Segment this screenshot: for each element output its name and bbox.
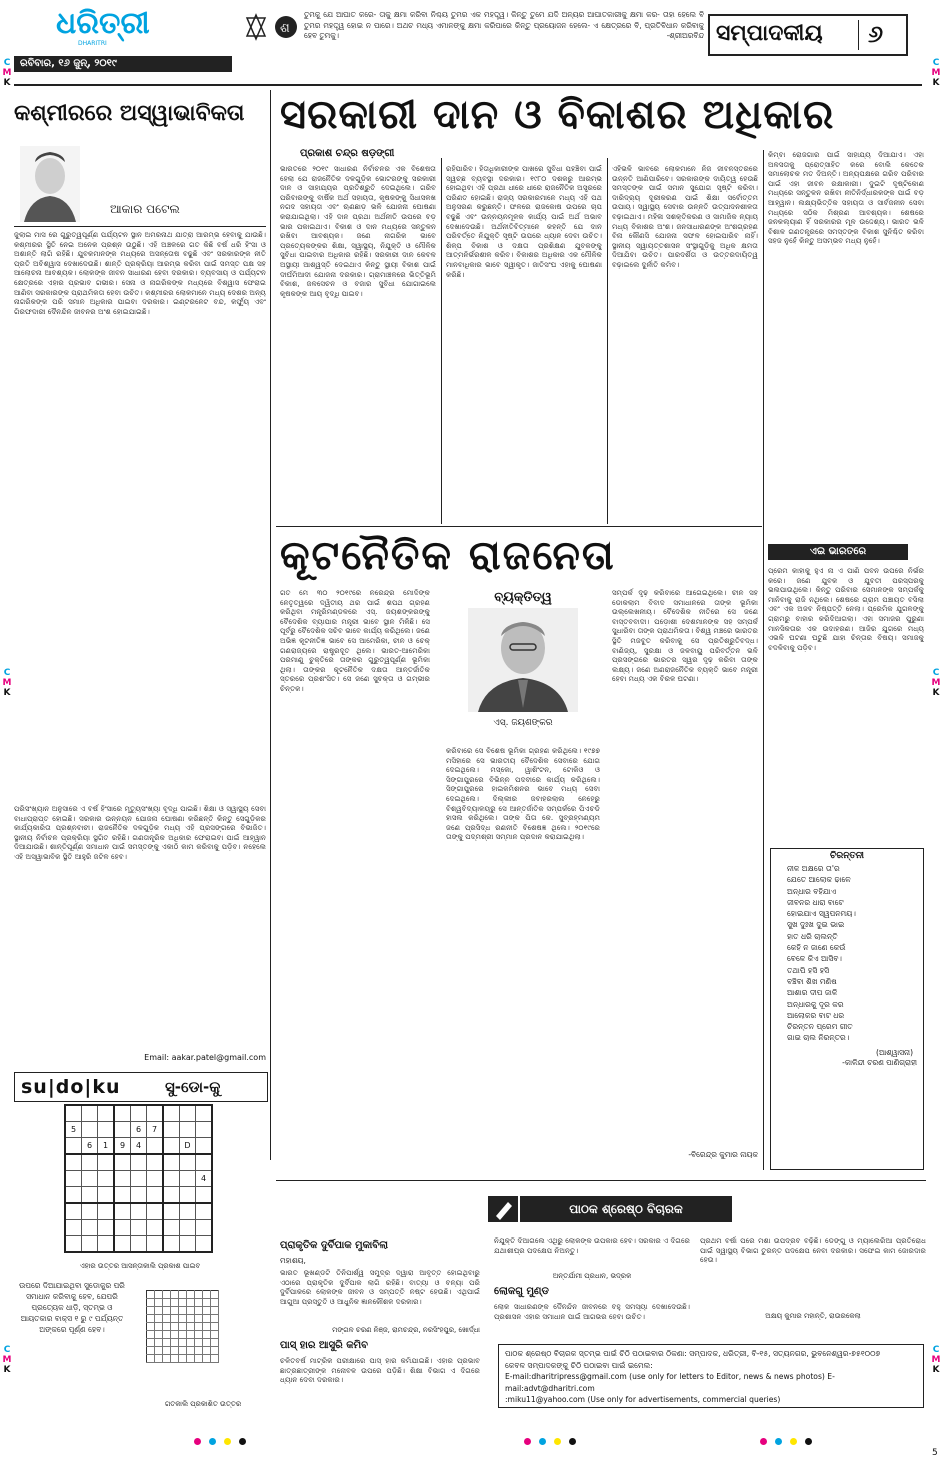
previous-sudoku-cell [147,1291,155,1299]
previous-sudoku-cell [187,1331,195,1339]
registration-mark-right-top: C M K [931,58,941,88]
letter-4-body: ଲୋକ ସାଧାରଣଙ୍କ ଦୈନନ୍ଦିନ ଜୀବନରେ ବହୁ ସମସ୍ୟା ଦେଖାଦେଉଛି। ପ୍ରଶାସନ ଏହାର ସମାଧାନ ପାଇଁ ଆଗଭର ହେବା ଉଚିତ। [494,1302,690,1321]
pen-icon [488,1196,518,1222]
sudoku-cell [65,1187,82,1204]
sudoku-cell [114,1220,131,1236]
sudoku-cell: 6 [131,1122,147,1138]
sudoku-cell [163,1154,180,1171]
masthead-emblems [244,12,300,42]
main-col-rule-2 [607,158,608,524]
previous-sudoku-cell [211,1315,219,1323]
previous-sudoku-cell [171,1347,179,1355]
previous-sudoku-cell [203,1299,211,1307]
sudoku-cell [82,1236,98,1253]
sudoku-rules: ଉପରେ ଦିଆଯାଇଥିବା ସୁଡୋକୁର ପରି ସମାଧାନ କରିବାକୁ ହେବ, ଯେପରି ପ୍ରତ୍ୟେକ ଧାଡ଼ି, ସ୍ତମ୍ଭ ଓ ଆୟତକାର ବାକ୍ସ ୧ ରୁ ୯ ପର୍ଯ୍ୟନ୍ତ ଅଙ୍କରେ ପୂର୍ଣ୍ଣ ହେବ। [19,1281,125,1334]
registration-mark-right-mid: C M K [931,668,941,698]
previous-sudoku-cell [179,1315,187,1323]
sudoku-cell [98,1171,115,1187]
sudoku-cell [114,1187,131,1204]
letter-3-author: ଅନ୍ତର୍ଯାମୀ ପ୍ରଧାନ, ଭଦ୍ରକ [552,1272,632,1280]
poem-line: ବେଳେ କିଏ ଆସିବ। [787,954,842,964]
previous-sudoku-cell [187,1339,195,1347]
previous-sudoku-cell [171,1307,179,1315]
sudoku-cell [98,1236,115,1253]
issue-date: ରବିବାର, ୧୬ ଜୁନ୍, ୨୦୧୯ [14,56,232,72]
quote-author: -ଶ୍ରୀଅରବିନ୍ଦ [666,31,704,40]
vyakti-box [448,588,598,738]
sudoku-cell [131,1105,147,1122]
previous-sudoku-cell [179,1299,187,1307]
sudoku-cell [98,1220,115,1236]
previous-sudoku-cell [163,1347,171,1355]
sudoku-cell [147,1154,164,1171]
sudoku-cell [180,1171,196,1187]
sudoku-cell [82,1187,98,1204]
sudoku-cell [196,1122,213,1138]
previous-sudoku-cell [179,1347,187,1355]
previous-sudoku-cell [147,1315,155,1323]
sudoku-cell [131,1187,147,1204]
poem-line: ଆଲୋକର ବାଟ ଧର [787,1010,845,1020]
sudoku-cell [180,1154,196,1171]
previous-sudoku-cell [155,1347,163,1355]
letter-1-body: ଭାରତ ଭୂଖଣ୍ଡଟି ତିନିପାର୍ଶ୍ୱ ସମୁଦ୍ର ଦ୍ୱାରା ଆବୃତ୍ତ ହୋଇଥିବାରୁ ଏଠାରେ ପ୍ରାକୃତିକ ଦୁର୍ବିପାକ ଲାଗି ରହିଛି। ବାତ୍ୟା ଓ ବନ୍ୟା ପରି ଦୁର୍ବିପାକରେ ଲୋକଙ୍କ ଜୀବନ ଓ ସମ୍ପତ୍ତି ନଷ୍ଟ ହେଉଛି। ଏଥିପାଇଁ ଆଗୁଆ ପ୍ରସ୍ତୁତି ଓ ଆଧୁନିକ ଜ୍ଞାନକୌଶଳ ଦରକାର। [280,1268,480,1306]
jaishankar-portrait-icon [448,608,598,712]
sudoku-cell [196,1236,213,1253]
sudoku-cell [196,1154,213,1171]
previous-sudoku-cell [187,1307,195,1315]
sudoku-cell [196,1220,213,1236]
sudoku-cell [196,1203,213,1220]
poem-title: ଚିରନ୍ତନୀ [829,851,864,861]
left-article-body-1: ଜୁଲାଇ ମାସ ରେ ଗୁରୁତ୍ୱପୂର୍ଣ୍ଣ ପର୍ଯ୍ୟଟନ ସ୍ଥାନ ଅମରନାଥ ଯାତ୍ରା ଆରମ୍ଭ ହେବାକୁ ଯାଉଛି। କଶ୍ମୀରର ସ୍ଥିତି ନେଇ ଅନେକ ପ୍ରଶ୍ନ ଉଠୁଛି। ଏହି ଅଞ୍ଚଳରେ ଗତ କିଛି ବର୍ଷ ଧରି ହିଂସା ଓ ଅଶାନ୍ତି ଲାଗି ରହିଛି। ଯୁବକମାନଙ୍କ ମଧ୍ୟରେ ଅସନ୍ତୋଷ ବଢୁଛି ଏବଂ ସରକାରଙ୍କ ନୀତି ପ୍ରତି ଅବିଶ୍ୱାସ ଦେଖାଦେଉଛି। ଶାନ୍ତି ପ୍ରକ୍ରିୟା ଆରମ୍ଭ କରିବା ପାଇଁ ସମସ୍ତ ପକ୍ଷ ସହ ଆଲୋଚନା ଆବଶ୍ୟକ। ଲୋକଙ୍କ ଜୀବନ ସାଧାରଣ ହେବା ଦରକାର। ବ୍ୟବସାୟ ଓ ପର୍ଯ୍ୟଟନ କ୍ଷେତ୍ରରେ ଏହାର ପ୍ରଭାବ ଗଭୀର। ସେନା ଓ ନାଗରିକଙ୍କ ମଧ୍ୟରେ ବିଶ୍ୱାସ ଫେରାଇ ଆଣିବା ସରକାରଙ୍କ ପ୍ରାଥମିକତା ହେବା ଉଚିତ। କଶ୍ମୀରର ଲୋକମାନେ ମଧ୍ୟ ଦେଶର ଅନ୍ୟ ନାଗରିକଙ୍କ ପରି ସମାନ ଅଧିକାର ପାଇବା ଦରକାର। ଇଣ୍ଟରନେଟ ବନ୍ଦ, କର୍ଫ୍ୟୁ ଏବଂ ଗିରଫଦାରୀ ଦୈନନ୍ଦିନ ଜୀବନର ଅଂଶ ହୋଇଯାଇଛି। [14,230,266,316]
previous-sudoku-cell [179,1291,187,1299]
main-col-rule-1 [441,158,442,524]
dharitri-logo: ଧରିତ୍ରୀ [56,6,150,41]
sudoku-cell [147,1138,164,1155]
second-article-col-3: ସମ୍ପର୍କ ଦୃଢ଼ କରିବାରେ ଆଗେଇଥିଲେ। ଚୀନ ସହ ଡୋକଲାମ ବିବାଦ ସମାଧାନରେ ତାଙ୍କ ଭୂମିକା ଉଲ୍ଲେଖନୀୟ। ବୈଦେଶିକ ନୀତିରେ ସେ ଜଣେ ବାସ୍ତବବାଦୀ। ପଡ଼ୋଶୀ ଦେଶମାନଙ୍କ ସହ ସମ୍ପର୍କ ସୁଧାରିବା ତାଙ୍କ ପ୍ରାଥମିକତା। ବିଶ୍ୱ ମଞ୍ଚରେ ଭାରତର ସ୍ଥିତି ମଜବୁତ କରିବାକୁ ସେ ପ୍ରତିଶ୍ରୁତିବଦ୍ଧ। ବାଣିଜ୍ୟ, ସୁରକ୍ଷା ଓ ଜଳବାୟୁ ପରିବର୍ତ୍ତନ ଭଳି ପ୍ରସଙ୍ଗରେ ଭାରତର ସ୍ୱର ଦୃଢ଼ କରିବା ତାଙ୍କ ଲକ୍ଷ୍ୟ। ଜଣେ ଅଣରାଜନୈତିକ ବ୍ୟକ୍ତି ଭାବେ ମନ୍ତ୍ରୀ ହେବା ମଧ୍ୟ ଏକ ବିରଳ ଘଟଣା। [612,588,758,684]
sudoku-cell [114,1203,131,1220]
sudoku-cell [82,1220,98,1236]
previous-sudoku-cell [187,1291,195,1299]
sudoku-cell: 1 [98,1138,115,1155]
registration-mark-left-bottom: C M K [2,1345,12,1375]
sudoku-cell [147,1203,164,1220]
sudoku-cell [180,1203,196,1220]
previous-sudoku-cell [163,1307,171,1315]
left-divider-1 [14,226,266,227]
poem-line: ବଞ୍ଚିବା ଶିଖ ମଣିଷ [787,976,837,986]
sudoku-title-en: su|do|ku [21,1076,121,1098]
previous-sudoku-cell [171,1331,179,1339]
letter-5-body: ପ୍ରଥମ ବର୍ଷା ପରେ ମଶା ଉପଦ୍ରବ ବଢ଼ିଛି। ଡେଙ୍ଗୁ ଓ ମ୍ୟାଲେରିଆ ପ୍ରତିରୋଧ ପାଇଁ ସ୍ୱାସ୍ଥ୍ୟ ବିଭାଗ ତୁରନ୍ତ ପଦକ୍ଷେପ ନେବା ଦରକାର। ସଫେଇ କାମ ଜୋରଦାର ହେଉ। [700,1236,926,1265]
sudoku-cell [196,1138,213,1155]
sudoku-cell [180,1220,196,1236]
previous-sudoku-cell [211,1347,219,1355]
sudoku-cell [180,1236,196,1253]
previous-sudoku-cell [163,1299,171,1307]
sudoku-cell [114,1171,131,1187]
previous-sudoku-cell [155,1315,163,1323]
previous-sudoku-cell [195,1291,203,1299]
poem-line: ହାତ ଧରି ଚାଲନ୍ତି [787,931,838,941]
main-headline-box [280,88,928,144]
star-emblem-icon [244,12,300,42]
previous-sudoku-cell [147,1339,155,1347]
previous-sudoku-cell [171,1323,179,1331]
sudoku-cell: 4 [196,1171,213,1187]
second-article-author: -ବିରେନ୍ଦ୍ର କୁମାର ନାୟକ [688,1150,758,1159]
main-article-col-1: ଭାରତରେ ୨୦୧୯ ସାଧାରଣ ନିର୍ବାଚନର ଏକ ବିଶେଷତା ହେଲା ଯେ ରାଜନୈତିକ ଦଳଗୁଡ଼ିକ ଭୋଟରଙ୍କୁ ସରକାରୀ ଦାନ ଓ ସାହାଯ୍ୟର ପ୍ରତିଶ୍ରୁତି ଦେଇଥିଲେ। ଗରିବ ପରିବାରଙ୍କୁ ବାର୍ଷିକ ଅର୍ଥ ସହାୟତା, କୃଷକଙ୍କୁ ସିଧାସଳଖ ନଗଦ ସହାୟତା ଏବଂ ଋଣଛାଡ଼ ଭଳି ଯୋଜନା ଘୋଷଣା କରାଯାଇଥିଲା। ଏହି ଦାନ ପ୍ରଥା ଅର୍ଥନୀତି ଉପରେ ବଡ଼ ଭାର ପକାଇଥାଏ। ବିକାଶ ଓ ଦାନ ମଧ୍ୟରେ ସନ୍ତୁଳନ ରଖିବା ଆବଶ୍ୟକ। ଜଣେ ନାଗରିକ ଭାବେ ପ୍ରତ୍ୟେକଙ୍କର ଶିକ୍ଷା, ସ୍ୱାସ୍ଥ୍ୟ, ନିଯୁକ୍ତି ଓ ମୌଳିକ ସୁବିଧା ପାଇବାର ଅଧିକାର ରହିଛି। ସରକାରୀ ଦାନ କେବଳ ଅସ୍ଥାୟୀ ଆଶ୍ୱସ୍ତି ଦେଇଥାଏ କିନ୍ତୁ ସ୍ଥାୟୀ ବିକାଶ ପାଇଁ ଦୀର୍ଘମିଆଦୀ ଯୋଜନା ଦରକାର। ଗ୍ରାମାଞ୍ଚଳରେ ଭିତ୍ତିଭୂମି ବିକାଶ, ଜଳସେଚନ ଓ ବଜାର ସୁବିଧା ଯୋଗାଇଲେ କୃଷକଙ୍କ ଆୟ ବୃଦ୍ଧି ପାଇବ। [280,164,436,298]
ei-bharatare-body: ପ୍ରେମ କାହାକୁ ହୁଏ ନା ଏ ପାଣି ପବନ ଉପରେ ନିର୍ଭର କରେ। ଜଣେ ଯୁବକ ଓ ଯୁବତୀ ପରସ୍ପରକୁ ଭଲପାଉଥିଲେ। କିନ୍ତୁ ପରିବାର ସେମାନଙ୍କ ସମ୍ପର୍କକୁ ମାନିବାକୁ ରାଜି ନଥିଲେ। ଶେଷରେ ଗ୍ରାମ ପଞ୍ଚାୟତ ବସିଲା ଏବଂ ଏକ ଅଜବ ନିଷ୍ପତ୍ତି ନେଲା। ପ୍ରେମିକ ଯୁଗଳଙ୍କୁ ଗ୍ରାମରୁ ବାହାର କରିଦିଆଗଲା। ଏହା ସମାଜର ପୁରୁଣା ମାନସିକତାର ଏକ ଉଦାହରଣ। ଆଜିର ଯୁଗରେ ମଧ୍ୟ ଏଭଳି ଘଟଣା ଘଟୁଛି ଯାହା ଚିନ୍ତାର ବିଷୟ। ସମାଜକୁ ବଦଳିବାକୁ ପଡ଼ିବ। [768,566,924,652]
previous-sudoku-cell [163,1355,171,1363]
poem-line: ଯେତେ ଆଲୋକ ଢାଳେ [787,875,851,885]
sudoku-cell [131,1236,147,1253]
masthead-rule [14,84,922,86]
sudoku-cell [114,1236,131,1253]
previous-sudoku-cell [179,1355,187,1363]
sudoku-grid [64,1104,213,1253]
registration-mark-right-bottom: C M K [931,1345,941,1375]
sudoku-cell [65,1220,82,1236]
columnist-portrait-icon [20,146,80,222]
sudoku-cell: D [180,1138,196,1155]
poem-line: ଚିରନ୍ତନ ପ୍ରେମ ଗୀତ [787,1022,853,1032]
previous-sudoku-box [146,1290,256,1400]
color-bar-right [756,1430,856,1440]
sudoku-cell [82,1171,98,1187]
previous-sudoku-cell [211,1355,219,1363]
poem-line: ସୁଖ ଦୁଃଖ ଦୁଇ ଭାଇ [787,920,845,930]
previous-sudoku-cell [179,1323,187,1331]
previous-sudoku-cell [203,1307,211,1315]
previous-sudoku-cell [195,1299,203,1307]
page-corner-number: 5 [932,1448,938,1458]
second-article-rule [276,526,762,527]
readers-title: ପାଠକ ଶ୍ରେଷ୍ଠ ବିଚାରକ [520,1196,732,1222]
sudoku-cell [180,1187,196,1204]
sudoku-cell [65,1171,82,1187]
previous-sudoku-cell [171,1315,179,1323]
sudoku-cell [163,1187,180,1204]
poem-lines [771,863,923,1044]
previous-sudoku-cell [211,1307,219,1315]
previous-sudoku-cell [155,1331,163,1339]
previous-sudoku-cell [187,1355,195,1363]
dharitri-logo-sub: DHARITRI [78,40,107,47]
poem-line: ଆଶାର ଦୀପ ଜାଳି [787,988,838,998]
readers-top-rule [276,1180,926,1181]
sudoku-cell [114,1122,131,1138]
sudoku-cell [82,1154,98,1171]
sudoku-cell: 6 [82,1138,98,1155]
columnist-email: Email: aakar.patel@gmail.com [144,1053,266,1062]
section-banner [708,14,908,56]
letter-4-title: ଲୋକଗୁ ମୁଣ୍ଡ [494,1286,549,1297]
quote-text: ତୁମକୁ ଯେ ଆଘାତ କରେ- ତାକୁ କ୍ଷମା କରିବା ନିଶ୍ଚୟ ତୁମର ଏକ ମହତ୍ତ୍ୱ। କିନ୍ତୁ ତୁମେ ଯଦି ଅନ୍ୟର ଆଘାତକାରୀକୁ କ୍ଷମା କର- ତାହା ହେଲେ ବି ତୁମର ମହତ୍ତ୍ୱ ହୋଇ ନ ପାରେ। ଅଥଚ ମଧ୍ୟ ଏମାନଙ୍କୁ କ୍ଷମା କରିପାରେ କିନ୍ତୁ ପ୍ରୟୋଜନ ହେଲେ- ଏ କ୍ଷେତ୍ରରେ ବି, ପ୍ରତିବିଧାନ କରିବାକୁ ହେବ ତୁମକୁ। [304,10,704,40]
second-article-col-1: ଗତ ମେ ୩୦ ୨୦୧୯ରେ ନରେନ୍ଦ୍ର ମୋଦିଙ୍କ ନେତୃତ୍ୱରେ ଦ୍ୱିତୀୟ ଥର ପାଇଁ ଶପଥ ଗ୍ରହଣ କରିଥିବା ମନ୍ତ୍ରିମଣ୍ଡଳରେ ଏସ୍. ଜୟଶଙ୍କରଙ୍କୁ ବୈଦେଶିକ ବ୍ୟାପାର ମନ୍ତ୍ରୀ ଭାବେ ସ୍ଥାନ ମିଳିଛି। ସେ ପୂର୍ବରୁ ବୈଦେଶିକ ସଚିବ ଭାବେ କାର୍ଯ୍ୟ କରିଥିଲେ। ଜଣେ ଅଭିଜ୍ଞ କୂଟନୀତିଜ୍ଞ ଭାବେ ସେ ଆମେରିକା, ଚୀନ ଓ ଚେକ୍ ଗଣରାଜ୍ୟରେ ରାଷ୍ଟ୍ରଦୂତ ଥିଲେ। ଭାରତ-ଆମେରିକା ପରମାଣୁ ଚୁକ୍ତିରେ ତାଙ୍କର ଗୁରୁତ୍ୱପୂର୍ଣ୍ଣ ଭୂମିକା ଥିଲା। ତାଙ୍କର କୂଟନୈତିକ ଦକ୍ଷତା ଆନ୍ତର୍ଜାତିକ ସ୍ତରରେ ପ୍ରଶଂସିତ। ସେ ଜଣେ ସୁବକ୍ତା ଓ ଗମ୍ଭୀର ଚିନ୍ତକ। [280,588,430,693]
sudoku-cell [180,1105,196,1122]
columnist-byline: ଆକାର ପଟେଲ [110,202,180,216]
svg-text:ଶ: ଶ [280,21,290,36]
letter-1-title: ପ୍ରାକୃତିକ ଦୁର୍ବିପାକ ମୁକାବିଲା [280,1240,389,1251]
sudoku-cell [131,1171,147,1187]
previous-sudoku-cell [155,1299,163,1307]
sudoku-cell [98,1105,115,1122]
contact-address: ପାଠକ ଶ୍ରେଷ୍ଠ ବିଚାରକ ସ୍ତମ୍ଭ ପାଇଁ ଚିଠି ପଠାଇବାର ଠିକଣା: ସମ୍ପାଦକ, ଧରିତ୍ରୀ, ବି-୧୫, ସତ୍ୟନଗର, ଭୁବନେଶ୍ୱର-୭୫୧୦୦୭ [505,1349,881,1358]
previous-sudoku-caption: ଗତକାଲି ପ୍ରକାଶିତ ଉତ୍ତର [164,1400,242,1408]
sudoku-cell [163,1171,180,1187]
sudoku-cell [98,1122,115,1138]
previous-sudoku-cell [179,1339,187,1347]
left-headline-box [14,90,264,142]
previous-sudoku-cell [179,1331,187,1339]
previous-sudoku-cell [211,1331,219,1339]
sudoku-cell [196,1187,213,1204]
sudoku-caption: ଏହାର ଉତ୍ତର ଆସନ୍ତାକାଲି ପ୍ରକାଶ ପାଇବ [79,1262,201,1270]
previous-sudoku-cell [203,1315,211,1323]
sudoku-cell [163,1236,180,1253]
sudoku-cell: 7 [147,1122,164,1138]
poem-line: ନୀଳ ଅକ୍ଷରେ ତା'ର [787,864,840,873]
previous-sudoku-cell [187,1323,195,1331]
sudoku-cell [65,1105,82,1122]
left-column-rule [270,90,271,1160]
sudoku-cell [131,1154,147,1171]
previous-sudoku-cell [187,1347,195,1355]
sudoku-cell [82,1105,98,1122]
masthead-left [14,8,232,78]
sudoku-cell [98,1203,115,1220]
previous-sudoku-cell [155,1307,163,1315]
previous-sudoku-grid [146,1290,219,1363]
sudoku-title-or: ସୁ-ଡୋ-କୁ [165,1078,221,1096]
sudoku-cell [196,1105,213,1122]
sudoku-cell [163,1220,180,1236]
previous-sudoku-cell [195,1355,203,1363]
previous-sudoku-cell [147,1347,155,1355]
portrait-caption: ଏସ୍. ଜୟଶଙ୍କର [493,718,553,728]
previous-sudoku-cell [211,1339,219,1347]
previous-sudoku-cell [163,1323,171,1331]
previous-sudoku-cell [195,1323,203,1331]
poem-line: ହୋଇଯାଏ ସ୍ୱପନମୟ। [787,909,856,919]
main-article-col-4: କିମ୍ବା ରୋଜଗାର ପାଇଁ ସାହାଯ୍ୟ ଦିଆଯାଏ। ଏହା ଅଳସତାକୁ ପ୍ରୋତ୍ସାହିତ କରେ ବୋଲି କେତେକ ସମାଲୋଚକ ମତ ଦିଅନ୍ତି। ଅନ୍ୟପକ୍ଷରେ ଗରିବ ପରିବାର ପାଇଁ ଏହା ଜୀବନ ରକ୍ଷାକାରୀ। ଦୁଇଟି ଦୃଷ୍ଟିକୋଣ ମଧ୍ୟରେ ସନ୍ତୁଳନ ରଖିବା ନୀତିନିର୍ଦ୍ଧାରକଙ୍କ ପାଇଁ ବଡ଼ ଆହ୍ୱାନ। ଲକ୍ଷ୍ୟଭିତ୍ତିକ ସହାୟତା ଓ ସାର୍ବଜନୀନ ସେବା ମଧ୍ୟରେ ସଠିକ ମିଶ୍ରଣ ଆବଶ୍ୟକ। ଶେଷରେ ଜନକଲ୍ୟାଣ ହିଁ ସରକାରର ମୂଳ ଉଦ୍ଦେଶ୍ୟ। ଭାରତ ଭଳି ବିଶାଳ ଗଣତନ୍ତ୍ରରେ ସମସ୍ତଙ୍କ ବିକାଶ ସୁନିଶ୍ଚିତ କରିବା ସହଜ ନୁହେଁ କିନ୍ତୁ ଅସମ୍ଭବ ମଧ୍ୟ ନୁହେଁ। [768,150,924,246]
sudoku-cell [147,1105,164,1122]
color-bar-left [190,1430,290,1440]
poem-author-2: -କାଳିନ୍ଦୀ ଚରଣ ପାଣିଗ୍ରାହୀ [842,1057,917,1067]
columnist-photo [20,146,80,222]
section-divider [858,20,859,50]
previous-sudoku-cell [171,1291,179,1299]
previous-sudoku-cell [163,1331,171,1339]
letter-2-body: ଚଳିତବର୍ଷ ମାଟ୍ରିକ ପରୀକ୍ଷାରେ ପାସ୍ ହାର କମିଯାଇଛି। ଏହାର ପ୍ରଭାବ ଛାତ୍ରଛାତ୍ରୀଙ୍କ ମନୋବଳ ଉପରେ ପଡ଼ିଛି। ଶିକ୍ଷା ବିଭାଗ ଏ ଦିଗରେ ଧ୍ୟାନ ଦେବା ଦରକାର। [280,1356,480,1385]
main-headline: ସରକାରୀ ଦାନ ଓ ବିକାଶର ଅଧିକାର [280,92,835,138]
main-article-col-3: ଏହିଭଳି ଭାବରେ ଲୋକମାନେ ନିଜ ଜୀବନସ୍ତରରେ ଉନ୍ନତି ଆଣିପାରିବେ। ସରକାରଙ୍କ ଦାୟିତ୍ୱ ହେଉଛି ସମସ୍ତଙ୍କ ପାଇଁ ସମାନ ସୁଯୋଗ ସୃଷ୍ଟି କରିବା। ଦାରିଦ୍ର୍ୟ ଦୂରୀକରଣ ପାଇଁ ଶିକ୍ଷା ସର୍ବୋତ୍ତମ ଉପାୟ। ସ୍ୱାସ୍ଥ୍ୟ ସେବାର ଉନ୍ନତି ଉତ୍ପାଦନଶୀଳତା ବଢ଼ାଇଥାଏ। ମହିଳା ସଶକ୍ତିକରଣ ଓ ସାମାଜିକ ନ୍ୟାୟ ମଧ୍ୟ ବିକାଶର ଅଂଶ। ଜନସାଧାରଣଙ୍କ ଅଂଶଗ୍ରହଣ ବିନା କୌଣସି ଯୋଜନା ସଫଳ ହୋଇପାରିବ ନାହିଁ। ସ୍ଥାନୀୟ ସ୍ୱାୟତ୍ତଶାସନ ସଂସ୍ଥାଗୁଡ଼ିକୁ ଅଧିକ କ୍ଷମତା ଦିଆଯିବା ଉଚିତ। ପାରଦର୍ଶିତା ଓ ଉତ୍ତରଦାୟିତ୍ୱ ବଢ଼ାଇଲେ ଦୁର୍ନୀତି କମିବ। [612,164,758,269]
previous-sudoku-cell [155,1355,163,1363]
poem-line: ତଥାପି ହସି ହସି [787,965,830,975]
sudoku-cell [147,1236,164,1253]
previous-sudoku-cell [155,1339,163,1347]
sudoku-cell [163,1105,180,1122]
sudoku-cell [114,1105,131,1122]
letter-5-author: ଅକ୍ଷୟ କୁମାର ମହାନ୍ତି, ରାଉରକେଲା [765,1312,861,1320]
previous-sudoku-cell [147,1331,155,1339]
sudoku-cell [65,1138,82,1155]
left-headline: କଶ୍ମୀରରେ ଅସ୍ୱାଭାବିକତା [14,101,245,126]
sudoku-cell: 9 [114,1138,131,1155]
sudoku-cell [82,1122,98,1138]
previous-sudoku-cell [163,1291,171,1299]
poem-line: ଗାଇ ଚାଲ ନିରନ୍ତର। [787,1033,850,1043]
main-byline: ପ୍ରକାଶ ଚନ୍ଦ୍ର ଷଡ଼ଙ୍ଗୀ [300,148,395,159]
previous-sudoku-cell [147,1355,155,1363]
contact-advert-email[interactable]: :miku11@yahoo.com (Use only for advertisements, commercial queries) [505,1395,781,1404]
contact-emails[interactable]: E-mail:dharitripress@gmail.com (use only for letters to Editor, news & news photos) E-mail:advt@dharitri.com [505,1372,835,1393]
previous-sudoku-cell [147,1299,155,1307]
poem-line: କେହି ନ ଜାଣେ କେଉଁ [787,943,846,953]
previous-sudoku-cell [211,1323,219,1331]
color-bar-mid [520,1430,620,1440]
previous-sudoku-cell [195,1331,203,1339]
masthead-quote [304,10,704,54]
letter-3-body: ନିଯୁକ୍ତି ଦିଆଗଲେ ଏଥିରୁ ଲୋକଙ୍କ ଉପକାର ହେବ। ସରକାର ଏ ଦିଗରେ ଯଥାଶୀଘ୍ର ପଦକ୍ଷେପ ନିଅନ୍ତୁ। [494,1236,690,1255]
sudoku-cell [98,1154,115,1171]
previous-sudoku-cell [147,1323,155,1331]
section-title: ସମ୍ପାଦକୀୟ [716,21,823,46]
letter-2-title: ପାସ୍ ହାର ଆସୁରି କମିବ [280,1340,368,1351]
previous-sudoku-cell [203,1339,211,1347]
sudoku-cell [147,1220,164,1236]
poem-line: ଅନ୍ଧାର ବହିଯାଏ [787,886,837,896]
vyakti-label: ବ୍ୟକ୍ତିତ୍ୱ [494,590,552,605]
sudoku-cell [82,1203,98,1220]
sudoku-cell [65,1154,82,1171]
poem-box [770,848,924,1170]
contact-email-label: କେବଳ ସମ୍ପାଦକଙ୍କୁ ଚିଠି ପଠାଇବା ପାଇଁ ଇମେଲ: [505,1360,653,1370]
sudoku-cell [147,1171,164,1187]
previous-sudoku-cell [203,1323,211,1331]
sudoku-cell [131,1203,147,1220]
previous-sudoku-cell [203,1331,211,1339]
previous-sudoku-cell [155,1291,163,1299]
previous-sudoku-cell [179,1307,187,1315]
previous-sudoku-cell [211,1291,219,1299]
main-article-col-2: ରହିପାରିବ। ହିତାଧିକାରୀଙ୍କ ପାଖରେ ସୁବିଧା ପହଞ୍ଚିବା ପାଇଁ ସ୍ୱଚ୍ଛ ବ୍ୟବସ୍ଥା ଦରକାର। ୧୯୮୦ ଦଶକରୁ ଆରମ୍ଭ ହୋଇଥିବା ଏହି ପ୍ରଥା ଧୀରେ ଧୀରେ ରାଜନୈତିକ ଅସ୍ତ୍ରରେ ପରିଣତ ହୋଇଛି। ରାଜ୍ୟ ସରକାରମାନେ ମଧ୍ୟ ଏହି ପଥ ଅନୁସରଣ କରୁଛନ୍ତି। ଫଳରେ ରାଜକୋଷ ଉପରେ ଚାପ ବଢୁଛି ଏବଂ ଉନ୍ନୟନମୂଳକ କାର୍ଯ୍ୟ ପାଇଁ ଅର୍ଥ ଅଭାବ ଦେଖାଦେଉଛି। ଅର୍ଥନୀତିବିତ୍‌ମାନେ କହନ୍ତି ଯେ ଦାନ ପରିବର୍ତ୍ତେ ନିଯୁକ୍ତି ସୃଷ୍ଟି ଉପରେ ଧ୍ୟାନ ଦେବା ଉଚିତ। ଶିଳ୍ପ ବିକାଶ ଓ ଦକ୍ଷତା ପ୍ରଶିକ୍ଷଣ ଯୁବକଙ୍କୁ ଆତ୍ମନିର୍ଭରଶୀଳ କରିବ। ବିକାଶର ଅଧିକାର ଏକ ମୌଳିକ ମାନବାଧିକାର ଭାବେ ସ୍ୱୀକୃତ। ଜାତିସଂଘ ଏହାକୁ ଘୋଷଣା କରିଛି। [446,164,602,279]
sudoku-header [14,1072,268,1102]
previous-sudoku-cell [195,1347,203,1355]
sudoku-cell [114,1154,131,1171]
letter-1-author: ମଙ୍ଗଳ ଚରଣ ନିଞ୍ଜ, ରାମଚନ୍ଦ୍ର, ନରସିଂହପୁର, ଖୋର୍ଦ୍ଧା [332,1326,480,1334]
previous-sudoku-cell [171,1355,179,1363]
registration-mark-left-mid: C M K [2,668,12,698]
previous-sudoku-cell [171,1299,179,1307]
second-headline-box [280,530,760,584]
main-col-rule-3 [763,150,764,1170]
previous-sudoku-cell [203,1355,211,1363]
previous-sudoku-cell [187,1299,195,1307]
sudoku-cell [65,1236,82,1253]
poem-line: ଅନ୍ଧାରକୁ ଦୂର କର [787,999,844,1009]
previous-sudoku-cell [171,1339,179,1347]
previous-sudoku-cell [163,1339,171,1347]
sudoku-cell [147,1187,164,1204]
previous-sudoku-cell [195,1339,203,1347]
sudoku-cell [65,1203,82,1220]
left-article-body-2: ପରିସଂଖ୍ୟାନ ଅନୁସାରେ ଏ ବର୍ଷ ହିଂସାରେ ମୃତ୍ୟୁସଂଖ୍ୟା ବୃଦ୍ଧି ପାଇଛି। ଶିକ୍ଷା ଓ ସ୍ୱାସ୍ଥ୍ୟ ସେବା ବାଧାପ୍ରାପ୍ତ ହୋଇଛି। ସରକାର ଉନ୍ନୟନ ଯୋଜନା ଘୋଷଣା କରିଛନ୍ତି କିନ୍ତୁ ସେଗୁଡ଼ିକର କାର୍ଯ୍ୟକାରିତା ପ୍ରଶ୍ନବାଚୀ। ରାଜନୈତିକ ଦଳଗୁଡ଼ିକ ମଧ୍ୟ ଏହି ପ୍ରସଙ୍ଗରେ ବିଭାଜିତ। ସ୍ଥାନୀୟ ନିର୍ବାଚନ ପ୍ରକ୍ରିୟା ସ୍ଥଗିତ ରହିଛି। ଗଣତାନ୍ତ୍ରିକ ଅଧିକାର ଫେରାଇବା ପାଇଁ ଆହ୍ୱାନ ଦିଆଯାଉଛି। ଶାନ୍ତିପୂର୍ଣ୍ଣ ସମାଧାନ ପାଇଁ ସମସ୍ତଙ୍କୁ ଏକାଠି କାମ କରିବାକୁ ପଡ଼ିବ। ନହେଲେ ଏହି ଅସ୍ୱାଭାବିକ ସ୍ଥିତି ଆହୁରି ଜଟିଳ ହେବ। [14,804,266,861]
previous-sudoku-cell [155,1323,163,1331]
readers-contact-box [498,1344,924,1408]
second-headline: କୂଟନୈତିକ ରାଜନେତା [280,533,616,579]
previous-sudoku-cell [203,1347,211,1355]
sudoku-grid-box [64,1104,216,1256]
previous-sudoku-cell [195,1307,203,1315]
registration-mark-left-top: C M K [2,58,12,88]
sudoku-cell [163,1203,180,1220]
sudoku-cell [163,1122,180,1138]
previous-sudoku-cell [187,1315,195,1323]
poem-line: ଜୀବନର ଧାରା ବାଟେ [787,897,844,907]
poem-author-1: (ଆଶ୍ୱାସନା) [876,1047,913,1057]
previous-sudoku-cell [163,1315,171,1323]
sudoku-cell [163,1138,180,1155]
sudoku-cell [180,1122,196,1138]
ei-bharatare-title: ଏଇ ଭାରତରେ [768,544,908,560]
second-article-col-2: କରିବାରେ ସେ ବିଶେଷ ଭୂମିକା ଗ୍ରହଣ କରିଥିଲେ। ୧୯୭୭ ମସିହାରେ ସେ ଭାରତୀୟ ବୈଦେଶିକ ସେବାରେ ଯୋଗ ଦେଇଥିଲେ। ମସ୍କୋ, ୱାଶିଂଟନ, ଟୋକିଓ ଓ ସିଙ୍ଗାପୁରରେ ବିଭିନ୍ନ ପଦବୀରେ କାର୍ଯ୍ୟ କରିଥିଲେ। ସିଙ୍ଗାପୁରରେ ହାଇକମିଶନର ଭାବେ ମଧ୍ୟ ସେବା ଦେଇଥିଲେ। ଦିଲ୍ଲୀର ଜବାହରଲାଲ ନେହେରୁ ବିଶ୍ୱବିଦ୍ୟାଳୟରୁ ସେ ଆନ୍ତର୍ଜାତିକ ସମ୍ପର୍କରେ ପିଏଚଡି ହାସଲ କରିଥିଲେ। ତାଙ୍କ ପିତା କେ. ସୁବ୍ରହ୍ମଣ୍ୟମ ଜଣେ ପ୍ରସିଦ୍ଧ ରଣନୀତି ବିଶେଷଜ୍ଞ ଥିଲେ। ୨୦୧୯ରେ ତାଙ୍କୁ ପଦ୍ମଶ୍ରୀ ସମ୍ମାନ ପ୍ରଦାନ କରାଯାଇଥିଲା। [446,746,600,842]
sudoku-cell: 4 [131,1138,147,1155]
letter-1-salutation: ମହାଶୟ, [280,1256,306,1265]
previous-sudoku-cell [147,1307,155,1315]
page-number: ୬ [868,20,884,48]
sudoku-cell [131,1220,147,1236]
sudoku-cell: 5 [65,1122,82,1138]
previous-sudoku-cell [203,1291,211,1299]
previous-sudoku-cell [195,1315,203,1323]
previous-sudoku-cell [211,1299,219,1307]
sudoku-cell [98,1187,115,1204]
readers-header [488,1196,738,1222]
